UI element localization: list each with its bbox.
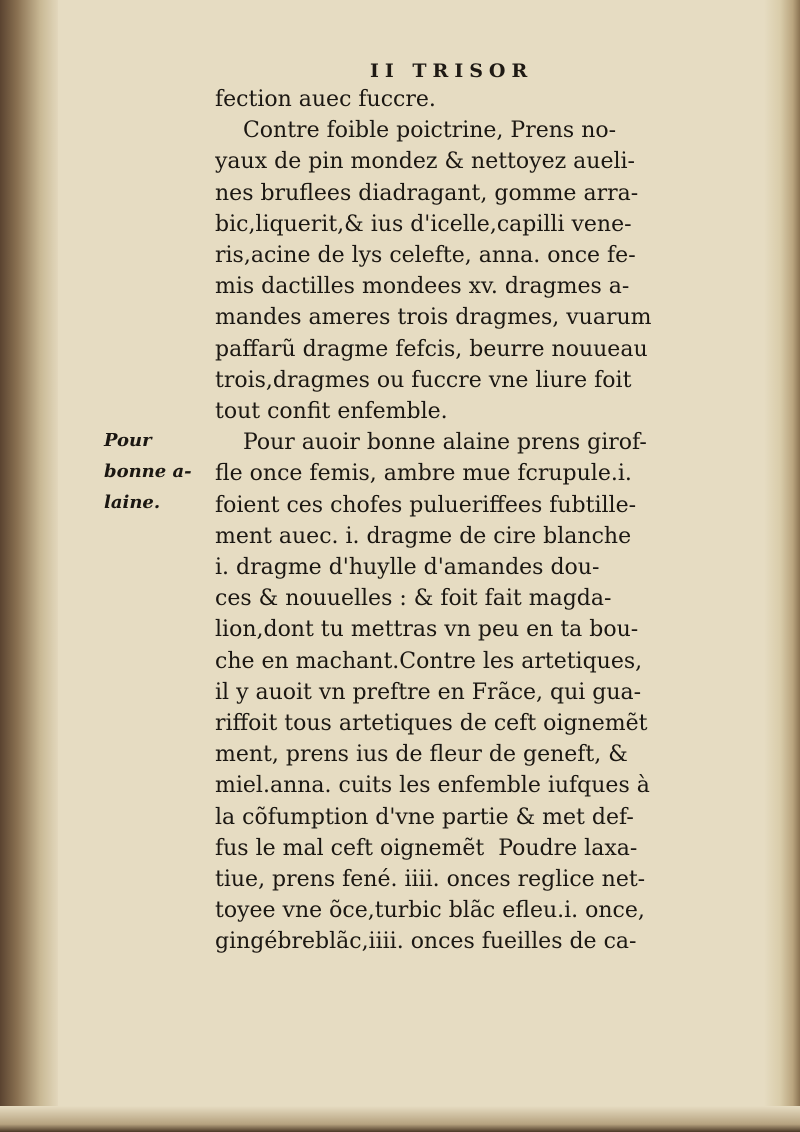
text-line: nes bruflees diadragant, gomme arra- xyxy=(215,180,639,206)
text-line: che en machant.Contre les artetiques, xyxy=(215,648,643,674)
text-line: ment auec. i. dragme de cire blanche xyxy=(215,523,632,549)
text-line: Pour auoir bonne alaine prens girof- xyxy=(215,430,647,456)
margin-note-line: bonne a- xyxy=(104,461,192,482)
text-line: yaux de pin mondez & nettoyez aueli- xyxy=(215,149,635,175)
text-line: ment, prens ius de fleur de geneft, & xyxy=(215,742,628,768)
running-head: II TRISOR xyxy=(370,60,534,82)
margin-note-line: Pour xyxy=(104,430,152,451)
page-edge-bottom xyxy=(0,1106,800,1132)
text-line: i. dragme d'huylle d'amandes dou- xyxy=(215,555,600,581)
text-line: Contre foible poictrine, Prens no- xyxy=(215,118,617,144)
text-line: foient ces chofes pulueriffees fubtille- xyxy=(215,492,637,518)
text-line: ris,acine de lys celefte, anna. once fe- xyxy=(215,243,636,269)
text-line: mandes ameres trois dragmes, vuarum xyxy=(215,305,652,331)
text-line: fle once femis, ambre mue fcrupule.i. xyxy=(215,461,632,487)
text-line: ces & nouuelles : & foit fait magda- xyxy=(215,586,612,612)
text-line: miel.anna. cuits les enfemble iufques à xyxy=(215,773,650,799)
text-line: fection auec fuccre. xyxy=(215,87,436,112)
text-line: paffarũ dragme fefcis, beurre nouueau xyxy=(215,336,648,362)
text-line: trois,dragmes ou fuccre vne liure foit xyxy=(215,367,632,393)
text-line: la cõfumption d'vne partie & met def- xyxy=(215,804,634,830)
margin-note xyxy=(104,425,214,518)
text-line: il y auoit vn preftre en Frãce, qui gua- xyxy=(215,679,642,705)
text-line: toyee vne õce,turbic blãc efleu.i. once, xyxy=(215,898,645,924)
margin-note-line: laine. xyxy=(104,492,161,513)
book-binding xyxy=(0,0,58,1132)
text-line: riffoit tous artetiques de ceft oignemẽt xyxy=(215,711,648,737)
text-line: mis dactilles mondees xv. dragmes a- xyxy=(215,274,630,300)
text-line: lion,dont tu mettras vn peu en ta bou- xyxy=(215,617,639,643)
page-edge-right xyxy=(764,0,800,1132)
text-line: fus le mal ceft oignemẽt Poudre laxa- xyxy=(215,835,638,861)
text-line: gingébreblãc,iiii. onces fueilles de ca- xyxy=(215,929,637,955)
text-line: bic,liquerit,& ius d'icelle,capilli vene- xyxy=(215,211,632,237)
body-text xyxy=(215,84,727,958)
text-line: tiue, prens fené. iiii. onces reglice net- xyxy=(215,867,646,893)
text-line: tout confit enfemble. xyxy=(215,399,448,425)
